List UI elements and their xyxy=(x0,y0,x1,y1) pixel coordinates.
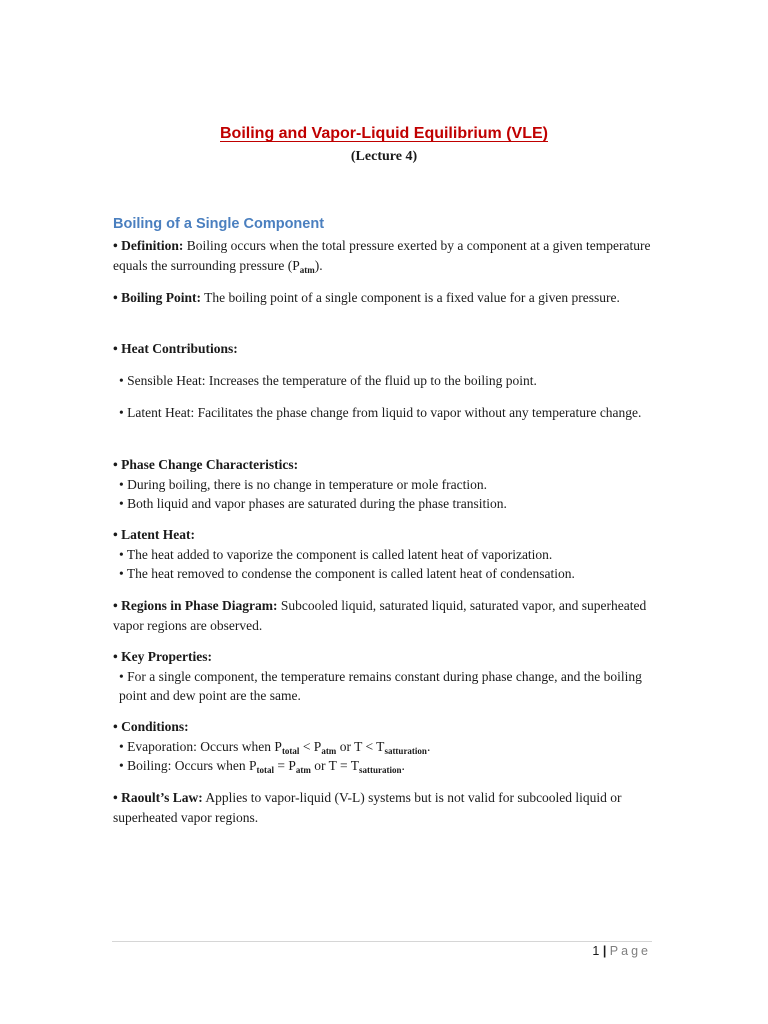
page-footer: 1 | Page xyxy=(592,944,651,958)
lecture-subtitle: (Lecture 4) xyxy=(350,149,418,164)
sensible-heat-item: • Sensible Heat: Increases the temperature of the fluid up to the boiling point. xyxy=(119,373,537,388)
regions-paragraph: • Regions in Phase Diagram: Subcooled liquid, saturated liquid, saturated vapor, and superheated vapor regions are observed. xyxy=(113,598,647,633)
latent-heat-section: • Latent Heat: • The heat added to vaporize the component is called latent heat of vaporization. • The heat removed to condense the component is called latent heat of condensation. xyxy=(113,525,658,584)
boiling-condition: • Boiling: Occurs when $P_{total} = P_{atm}$ or $T = T_{satturation}$. xyxy=(119,758,405,775)
phase-change-section: • Phase Change Characteristics: • During boiling, there is no change in temperature or mole fraction. • Both liquid and vapor phases are saturated during the phase transition. xyxy=(113,455,658,514)
list-item: • Both liquid and vapor phases are saturated during the phase transition. xyxy=(119,496,507,511)
heat-contributions-label: • Heat Contributions: xyxy=(113,341,238,356)
list-item: • The heat added to vaporize the component is called latent heat of vaporization. xyxy=(119,546,553,562)
conditions-section: • Conditions: • Evaporation: Occurs when $P_{total} < P_{atm}$ or $T < T_{satturation}$. • Boiling: Occurs when $P_{total} = P_{atm}$ or $T = T_{satturation}$. xyxy=(113,717,658,776)
page-label: Page xyxy=(609,944,651,958)
page-number: 1 xyxy=(592,944,600,958)
raoults-law-paragraph: • Raoult’s Law: Applies to vapor-liquid (V-L) systems but is not valid for subcooled liquid or superheated vapor regions. xyxy=(113,790,622,825)
list-item: • The heat removed to condense the component is called latent heat of condensation. xyxy=(119,566,575,581)
footer-divider xyxy=(112,941,652,942)
key-properties-section: • Key Properties: • For a single component, the temperature remains constant during phase change, and the boiling point and dew point are the same. xyxy=(113,647,658,706)
list-item: • During boiling, there is no change in temperature or mole fraction. xyxy=(119,476,487,492)
definition-paragraph: • Definition: Boiling occurs when the total pressure exerted by a component at a given temperature equals the surrounding pressure $(P_{atm})$. xyxy=(113,238,651,275)
evaporation-condition: • Evaporation: Occurs when $P_{total} < P_{atm}$ or $T < T_{satturation}$. xyxy=(119,738,431,756)
boiling-point-paragraph: • Boiling Point: The boiling point of a single component is a fixed value for a given pressure. xyxy=(113,290,620,305)
list-item: • For a single component, the temperature remains constant during phase change, and the boiling point and dew point are the same. xyxy=(119,668,642,703)
latent-heat-item: • Latent Heat: Facilitates the phase change from liquid to vapor without any temperature change. xyxy=(119,405,642,420)
document-title: Boiling and Vapor-Liquid Equilibrium (VLE) xyxy=(220,125,548,142)
section-heading: Boiling of a Single Component xyxy=(113,216,325,232)
